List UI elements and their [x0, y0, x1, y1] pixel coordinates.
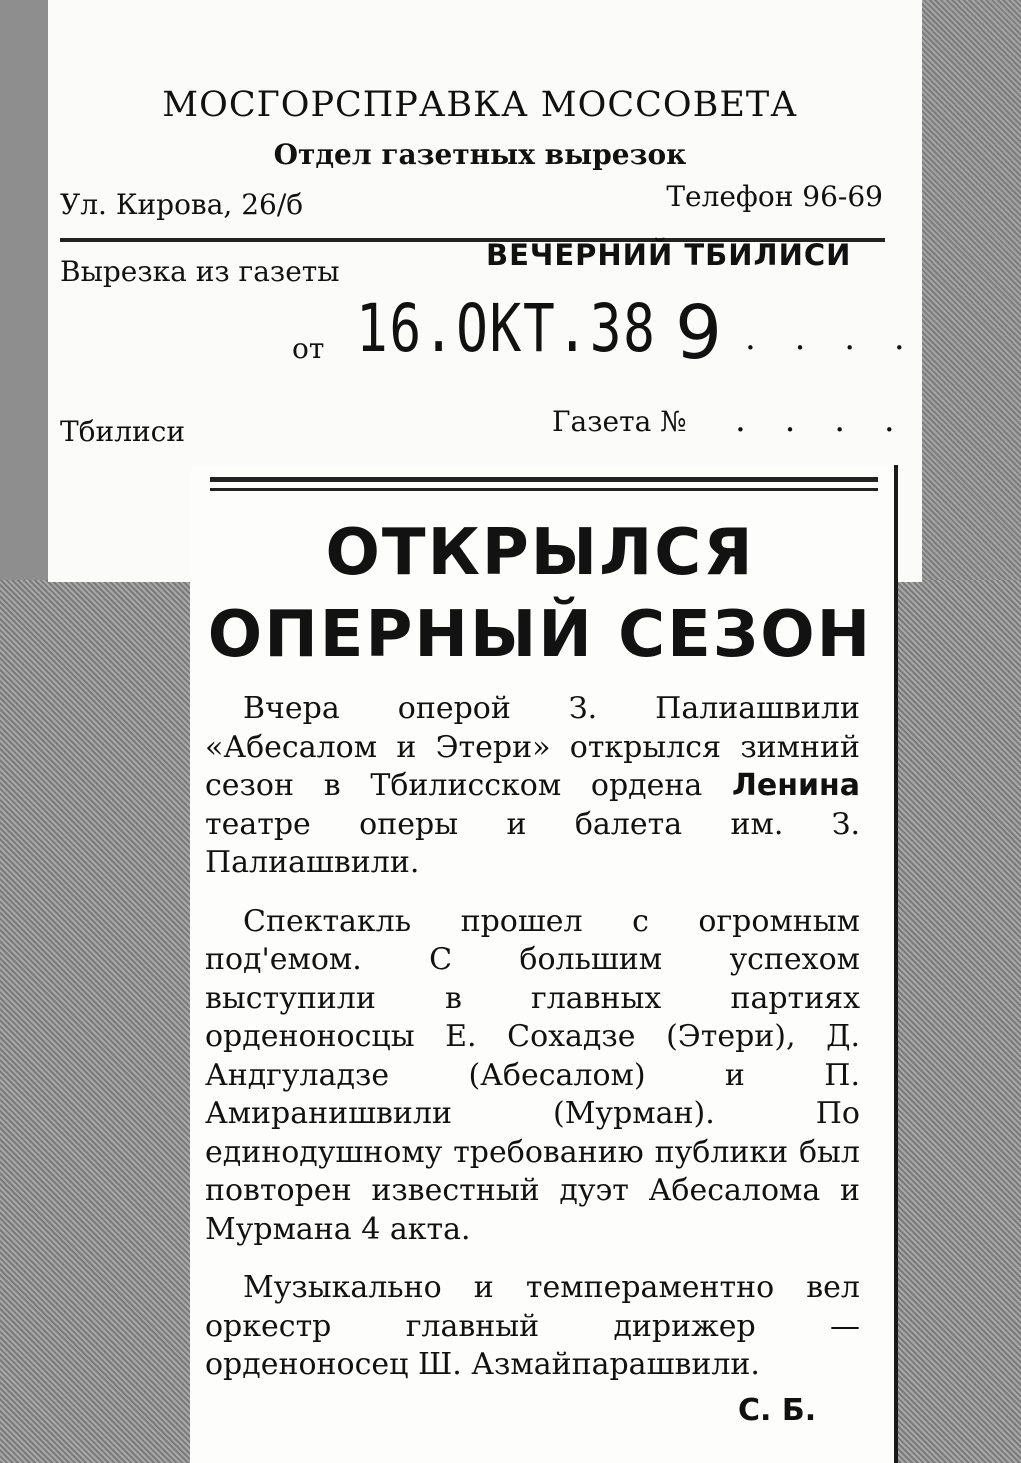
date-prefix: от [292, 332, 325, 365]
department-name: Отдел газетных вырезок [273, 138, 687, 171]
date-dots: . . . . [745, 318, 919, 358]
headline-line-1: ОТКРЫЛСЯ [325, 516, 755, 590]
article-paragraph-3: Музыкально и темпераментно вел оркестр главный дирижер — орденоносец Ш. Азмайпарашвили. [205, 1270, 860, 1382]
phone: Телефон 96-69 [666, 180, 883, 213]
article-paragraph-1 [205, 690, 860, 883]
city: Тбилиси [60, 415, 185, 448]
article-body [205, 690, 860, 1405]
issue-label: Газета № [552, 405, 687, 438]
address: Ул. Кирова, 26/б [60, 188, 304, 221]
clipping-top-rule-thin [210, 488, 878, 491]
article-headline [200, 512, 880, 676]
agency-name: МОСГОРСПРАВКА МОССОВЕТА [162, 85, 798, 125]
date-stamp: 16.ОКТ.38 [356, 290, 657, 367]
newspaper-name: ВЕЧЕРНИЙ ТБИЛИСИ [486, 238, 852, 272]
article-paragraph-2: Спектакль прошел с огромным под'емом. С большим успехом выступили в главных партиях орденоносцы Е. Сохадзе (Этери), Д. Андгуладзе (Абесалом) и П. Амиранишвили (Мурман). По единодушному требованию публики был повторен известный дуэт Абесалома и Мурмана 4 акта. [205, 903, 860, 1247]
clipping-top-rule [210, 477, 878, 482]
issue-dots: . . . . [735, 400, 909, 440]
paragraph-1-end: театре оперы и балета им. З. Палиашвили. [205, 806, 860, 880]
paragraph-1-bold: Ленина [732, 768, 860, 803]
background-top-right [920, 0, 1021, 580]
headline-line-2: ОПЕРНЫЙ СЕЗОН [207, 598, 873, 672]
paragraph-1-start: Вчера оперой З. Палиашвили «Абесалом и Этери» открылся зимний сезон в Тбилисском ордена [205, 691, 860, 803]
article-signature: С. Б. [738, 1393, 817, 1428]
date-handwritten: 9 [675, 290, 723, 376]
clipping-from-label: Вырезка из газеты [60, 255, 340, 288]
